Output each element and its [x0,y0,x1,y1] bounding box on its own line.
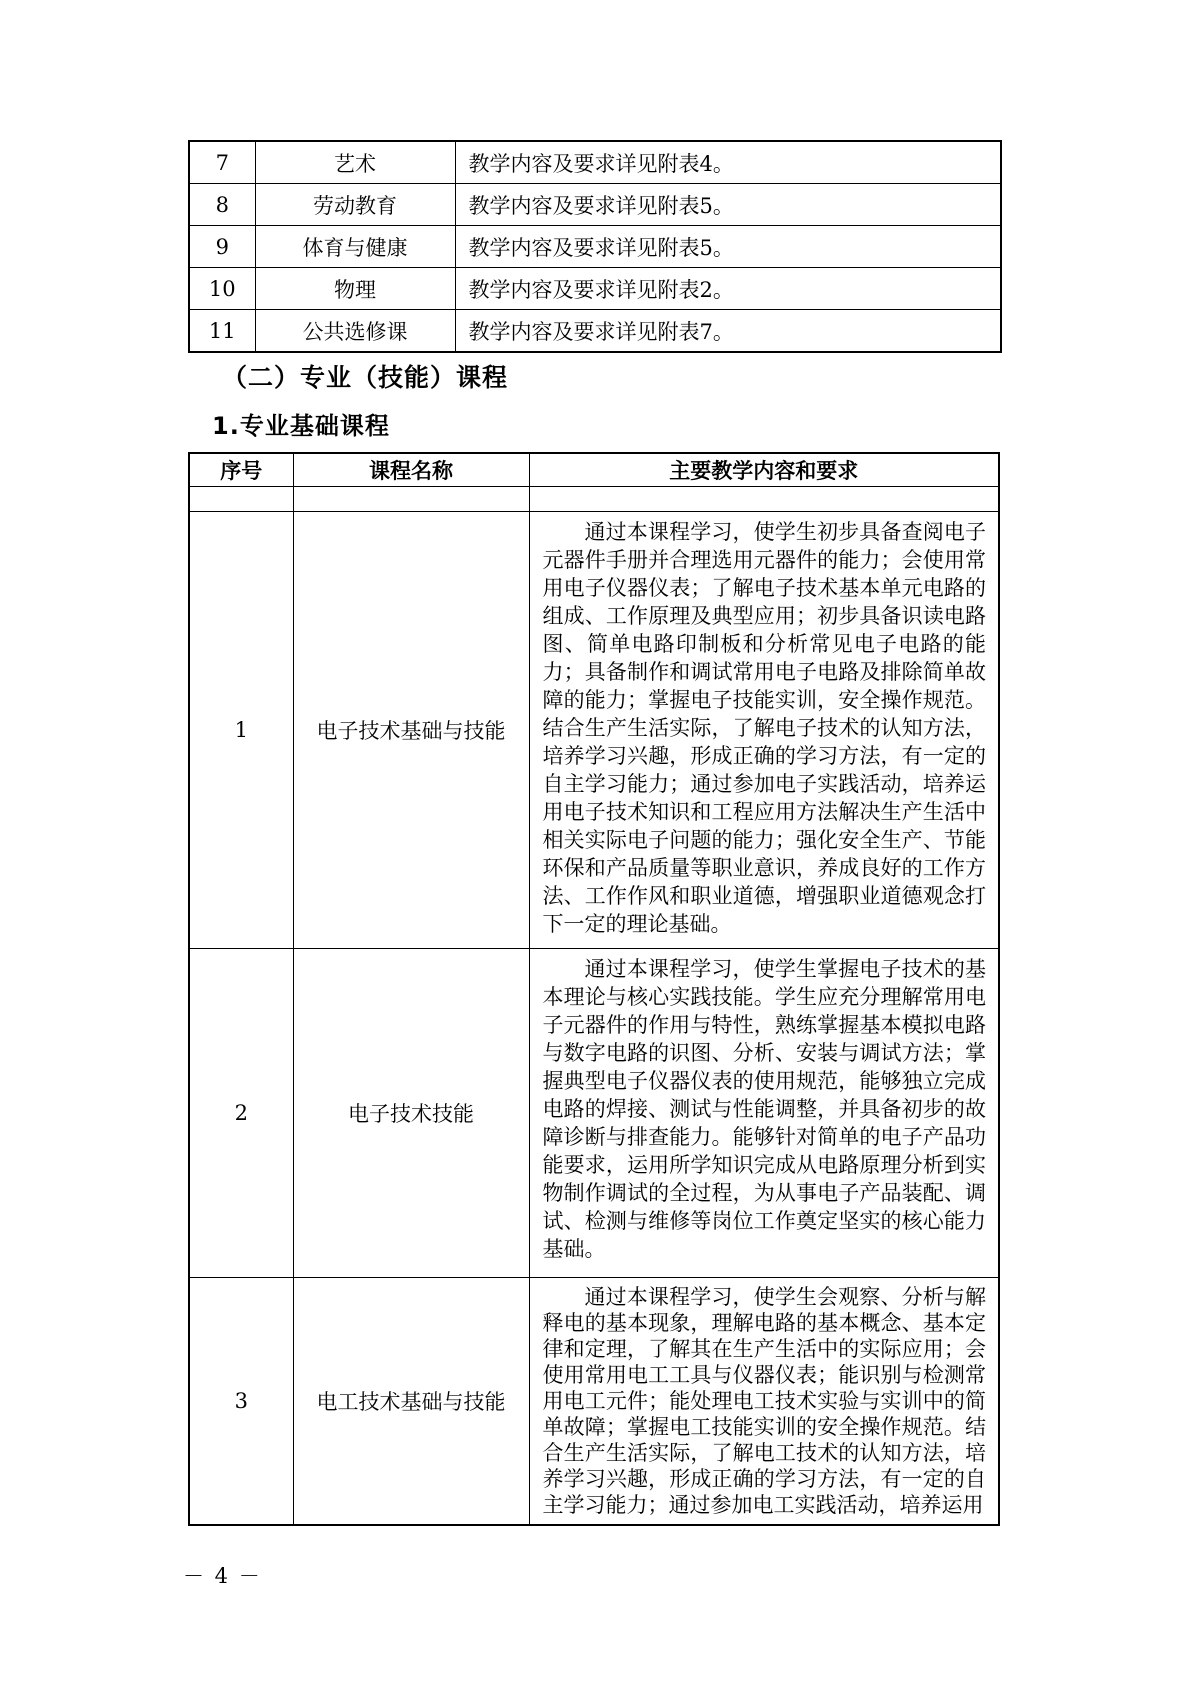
row-number: 2 [189,949,293,1278]
course-name: 电子技术基础与技能 [293,512,529,949]
row-number: 8 [189,184,255,226]
table-row [189,949,999,1278]
course-name: 公共选修课 [255,310,455,353]
course-name: 艺术 [255,141,455,184]
header-number: 序号 [189,453,293,487]
professional-courses-table-wrapper [188,452,1000,1526]
row-number: 11 [189,310,255,353]
table-row [189,268,1001,310]
course-desc: 教学内容及要求详见附表4。 [455,141,1001,184]
empty-cell [529,487,999,512]
row-number: 3 [189,1278,293,1526]
course-desc: 教学内容及要求详见附表7。 [455,310,1001,353]
row-number: 9 [189,226,255,268]
page-number: － 4 － [183,1564,262,1588]
content-clip [543,518,987,942]
course-name: 劳动教育 [255,184,455,226]
content-clip [543,955,987,1271]
empty-cell [293,487,529,512]
course-description: 通过本课程学习，使学生会观察、分析与解释电的基本现象，理解电路的基本概念、基本定律和定理，了解其在生产生活中的实际应用；会使用常用电工工具与仪器仪表；能识别与检测常用电工元件；能处理电工技术实验与实训中的简单故障；掌握电工技能实训的安全操作规范。结合生产生活实际，了解电工技术的认知方法，培养学习兴趣，形成正确的学习方法，有一定的自主学习能力；通过参加电工实践活动，培养运用 [542,1285,986,1517]
course-name: 物理 [255,268,455,310]
general-courses-table [188,140,1002,353]
course-name: 电工技术基础与技能 [293,1278,529,1526]
course-desc: 教学内容及要求详见附表5。 [455,226,1001,268]
empty-row [189,487,999,512]
course-content-cell [529,1278,999,1526]
table-row [189,512,999,949]
table-row [189,226,1001,268]
table-row [189,1278,999,1526]
table-row [189,184,1001,226]
section-heading: （二）专业（技能）课程 [222,363,509,392]
course-description: 通过本课程学习，使学生掌握电子技术的基本理论与核心实践技能。学生应充分理解常用电子元器件的作用与特性，熟练掌握基本模拟电路与数字电路的识图、分析、安装与调试方法；掌握典型电子仪器仪表的使用规范，能够独立完成电路的焊接、测试与性能调整，并具备初步的故障诊断与排查能力。能够针对简单的电子产品功能要求，运用所学知识完成从电路原理分析到实物制作调试的全过程，为从事电子产品装配、调试、检测与维修等岗位工作奠定坚实的核心能力基础。 [542,957,986,1261]
header-content: 主要教学内容和要求 [529,453,999,487]
row-number: 1 [189,512,293,949]
course-name: 体育与健康 [255,226,455,268]
row-number: 10 [189,268,255,310]
table-row [189,141,1001,184]
course-content-cell [529,512,999,949]
table-row [189,310,1001,353]
header-name: 课程名称 [293,453,529,487]
section-subheading: 1.专业基础课程 [212,412,390,440]
empty-cell [189,487,293,512]
course-desc: 教学内容及要求详见附表2。 [455,268,1001,310]
course-content-cell [529,949,999,1278]
course-name: 电子技术技能 [293,949,529,1278]
row-number: 7 [189,141,255,184]
course-description: 通过本课程学习，使学生初步具备查阅电子元器件手册并合理选用元器件的能力；会使用常用电子仪器仪表；了解电子技术基本单元电路的组成、工作原理及典型应用；初步具备识读电路图、简单电路印制板和分析常见电子电路的能力；具备制作和调试常用电子电路及排除简单故障的能力；掌握电子技能实训，安全操作规范。结合生产生活实际，了解电子技术的认知方法，培养学习兴趣，形成正确的学习方法，有一定的自主学习能力；通过参加电子实践活动，培养运用电子技术知识和工程应用方法解决生产生活中相关实际电子问题的能力；强化安全生产、节能环保和产品质量等职业意识，养成良好的工作方法、工作作风和职业道德，增强职业道德观念打下一定的理论基础。 [542,520,986,936]
content-clip [543,1284,987,1518]
course-desc: 教学内容及要求详见附表5。 [455,184,1001,226]
professional-courses-table [188,452,1000,1526]
table-header-row [189,453,999,487]
